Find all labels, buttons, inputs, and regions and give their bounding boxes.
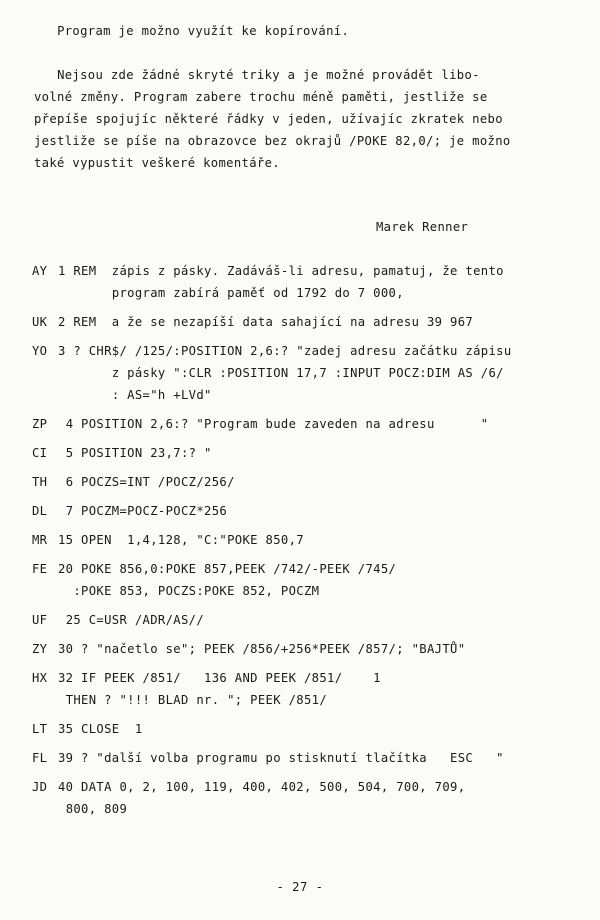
line-code: 3 ? CHR$/ /125/:POSITION 2,6:? "zadej adresu začátku zápisu z pásky ":CLR :POSITION 17,7 :INPUT POCZ:DIM AS /6/ : AS="h +LVd" — [58, 344, 512, 402]
listing-line — [32, 776, 582, 820]
line-code: 7 POCZM=POCZ-POCZ*256 — [58, 504, 228, 518]
line-checksum: ZY — [32, 642, 48, 656]
line-checksum: UF — [32, 613, 48, 627]
line-checksum: JD — [32, 780, 48, 794]
line-checksum: CI — [32, 446, 48, 460]
line-checksum: AY — [32, 264, 48, 278]
line-code: 32 IF PEEK /851/ 136 AND PEEK /851/ 1 THEN ? "!!! BLAD nr. "; PEEK /851/ — [58, 671, 381, 707]
line-code: 6 POCZS=INT /POCZ/256/ — [58, 475, 235, 489]
line-checksum: FL — [32, 751, 48, 765]
program-listing — [32, 260, 582, 827]
line-code: 40 DATA 0, 2, 100, 119, 400, 402, 500, 504, 700, 709, 800, 809 — [58, 780, 466, 816]
listing-line — [32, 340, 582, 406]
line-code: 25 C=USR /ADR/AS// — [58, 613, 205, 627]
author-name: Marek Renner — [376, 220, 469, 234]
line-checksum: DL — [32, 504, 48, 518]
page-number: - 27 - — [276, 880, 324, 894]
line-code: 30 ? "načetlo se"; PEEK /856/+256*PEEK /857/; "BAJTŮ" — [58, 642, 466, 656]
intro-paragraph: Program je možno využít ke kopírování. — [34, 24, 350, 38]
line-checksum: TH — [32, 475, 48, 489]
listing-line — [32, 718, 582, 740]
line-checksum: MR — [32, 533, 48, 547]
line-code: 4 POSITION 2,6:? "Program bude zaveden na adresu " — [58, 417, 489, 431]
line-checksum: HX — [32, 671, 48, 685]
listing-line — [32, 471, 582, 493]
line-checksum: LT — [32, 722, 48, 736]
line-code: 39 ? "další volba programu po stisknutí tlačítka ESC " — [58, 751, 504, 765]
description-paragraph: Nejsou zde žádné skryté triky a je možné provádět libo- volné změny. Program zabere trochu méně paměti, jestliže se přepíše spojujíc některé řádky v jeden, užívajíc zkratek nebo jestliže se píše na obrazovce bez okrajů /POKE 82,0/; je možno také vypustit veškeré komentáře. — [34, 68, 511, 170]
line-code: 15 OPEN 1,4,128, "C:"POKE 850,7 — [58, 533, 304, 547]
line-checksum: ZP — [32, 417, 48, 431]
line-code: 5 POSITION 23,7:? " — [58, 446, 212, 460]
listing-line — [32, 609, 582, 631]
listing-line — [32, 500, 582, 522]
line-checksum: FE — [32, 562, 48, 576]
listing-line — [32, 638, 582, 660]
listing-line — [32, 529, 582, 551]
line-code: 2 REM a že se nezapíší data sahající na adresu 39 967 — [58, 315, 474, 329]
listing-line — [32, 413, 582, 435]
listing-line — [32, 311, 582, 333]
listing-line — [32, 558, 582, 602]
listing-line — [32, 747, 582, 769]
listing-line — [32, 442, 582, 464]
line-code: 35 CLOSE 1 — [58, 722, 143, 736]
line-code: 1 REM zápis z pásky. Zadáváš-li adresu, pamatuj, že tento program zabírá paměť od 1792 do 7 000, — [58, 264, 504, 300]
listing-line — [32, 260, 582, 304]
line-code: 20 POKE 856,0:POKE 857,PEEK /742/-PEEK /745/ :POKE 853, POCZS:POKE 852, POCZM — [58, 562, 397, 598]
listing-line — [32, 667, 582, 711]
line-checksum: YO — [32, 344, 48, 358]
line-checksum: UK — [32, 315, 48, 329]
